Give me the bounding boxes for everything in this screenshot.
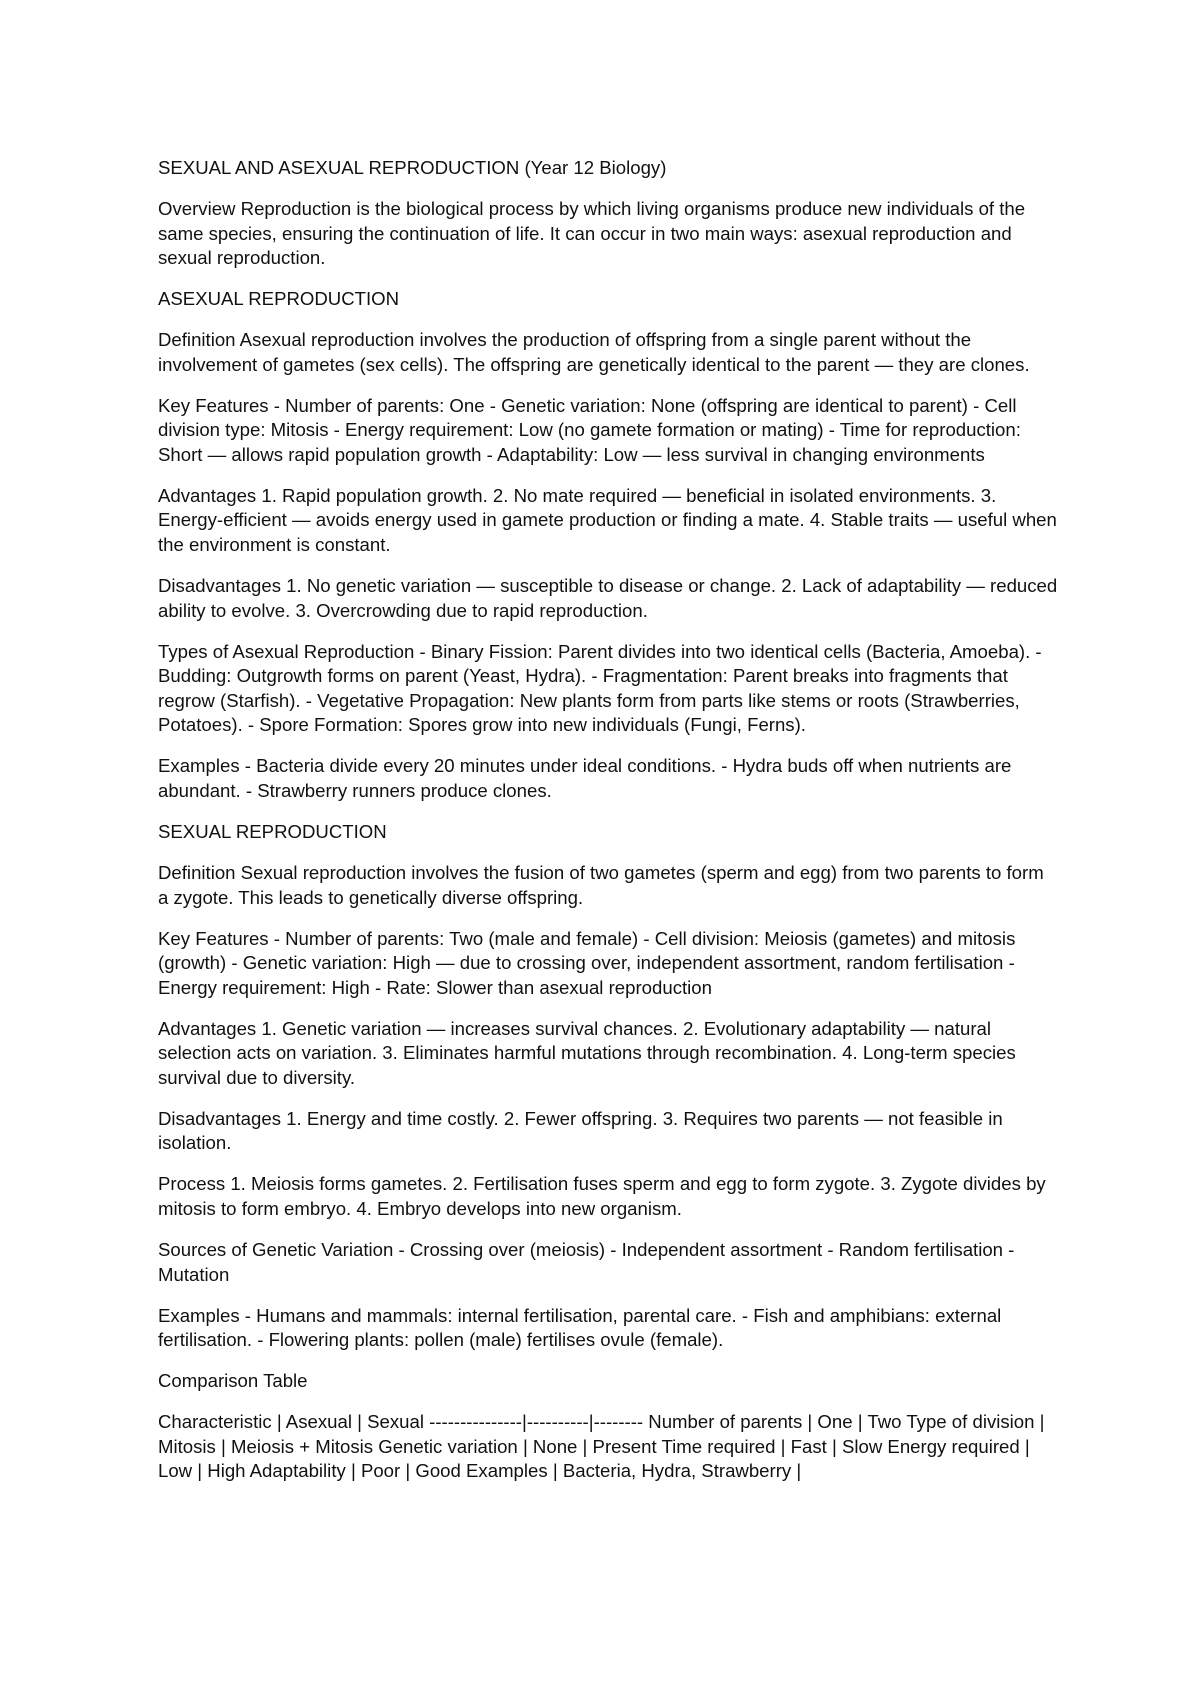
comparison-table-text: Characteristic | Asexual | Sexual ---------------|----------|-------- Number of parents | One | Two Type of division | Mitosis | Meiosis + Mitosis Genetic variation | None | Present Time required | Fast | Slow Energy required | Low | High Adaptability | Poor | Good Examples | Bacteria, Hydra, Strawberry | [158, 1411, 1045, 1482]
sexual-heading: SEXUAL REPRODUCTION [158, 820, 387, 842]
sexual-key-features: Key Features - Number of parents: Two (male and female) - Cell division: Meiosis (gametes) and mitosis (growth) - Genetic variation: High — due to crossing over, independent assortment, random fertilisation - Energy requirement: High - Rate: Slower than asexual reproduction [158, 927, 1016, 998]
sexual-advantages: Advantages 1. Genetic variation — increases survival chances. 2. Evolutionary adaptability — natural selection acts on variation. 3. Eliminates harmful mutations through recombination. 4. Long-term species survival due to diversity. [158, 1017, 1016, 1088]
sexual-definition: Definition Sexual reproduction involves the fusion of two gametes (sperm and egg) from two parents to form a zygote. This leads to genetically diverse offspring. [158, 861, 1044, 908]
sexual-variation-sources: Sources of Genetic Variation - Crossing over (meiosis) - Independent assortment - Random fertilisation - Mutation [158, 1239, 1015, 1285]
document-title: SEXUAL AND ASEXUAL REPRODUCTION (Year 12 Biology) [158, 157, 667, 178]
asexual-key-features: Key Features - Number of parents: One - Genetic variation: None (offspring are identical to parent) - Cell division type: Mitosis - Energy requirement: Low (no gamete formation or mating) - Time for reproduction: Short — allows rapid population growth - Adaptability: Low — less survival in changing environments [158, 394, 1021, 465]
asexual-heading: ASEXUAL REPRODUCTION [158, 288, 400, 310]
asexual-definition: Definition Asexual reproduction involves the production of offspring from a single parent without the involvement of gametes (sex cells). The offspring are genetically identical to the parent — they are clones. [158, 329, 1030, 375]
asexual-types: Types of Asexual Reproduction - Binary Fission: Parent divides into two identical cells (Bacteria, Amoeba). - Budding: Outgrowth forms on parent (Yeast, Hydra). - Fragmentation: Parent breaks into fragments that regrow (Starfish). - Vegetative Propagation: New plants form from parts like stems or roots (Strawberries, Potatoes). - Spore Formation: Spores grow into new individuals (Fungi, Ferns). [158, 640, 1042, 736]
document-page [158, 156, 1058, 1500]
asexual-examples: Examples - Bacteria divide every 20 minutes under ideal conditions. - Hydra buds off when nutrients are abundant. - Strawberry runners produce clones. [158, 755, 1012, 801]
sexual-examples: Examples - Humans and mammals: internal fertilisation, parental care. - Fish and amphibians: external fertilisation. - Flowering plants: pollen (male) fertilises ovule (female). [158, 1304, 1002, 1351]
sexual-process: Process 1. Meiosis forms gametes. 2. Fertilisation fuses sperm and egg to form zygote. 3. Zygote divides by mitosis to form embryo. 4. Embryo develops into new organism. [158, 1173, 1046, 1220]
comparison-heading: Comparison Table [158, 1370, 308, 1392]
asexual-advantages: Advantages 1. Rapid population growth. 2. No mate required — beneficial in isolated environments. 3. Energy-efficient — avoids energy used in gamete production or finding a mate. 4. Stable traits — useful when the environment is constant. [158, 484, 1057, 556]
sexual-disadvantages: Disadvantages 1. Energy and time costly. 2. Fewer offspring. 3. Requires two parents — not feasible in isolation. [158, 1107, 1003, 1154]
asexual-disadvantages: Disadvantages 1. No genetic variation — susceptible to disease or change. 2. Lack of adaptability — reduced ability to evolve. 3. Overcrowding due to rapid reproduction. [158, 575, 1058, 621]
overview-paragraph: Overview Reproduction is the biological process by which living organisms produce new individuals of the same species, ensuring the continuation of life. It can occur in two main ways: asexual reproduction and sexual reproduction. [158, 197, 1026, 269]
